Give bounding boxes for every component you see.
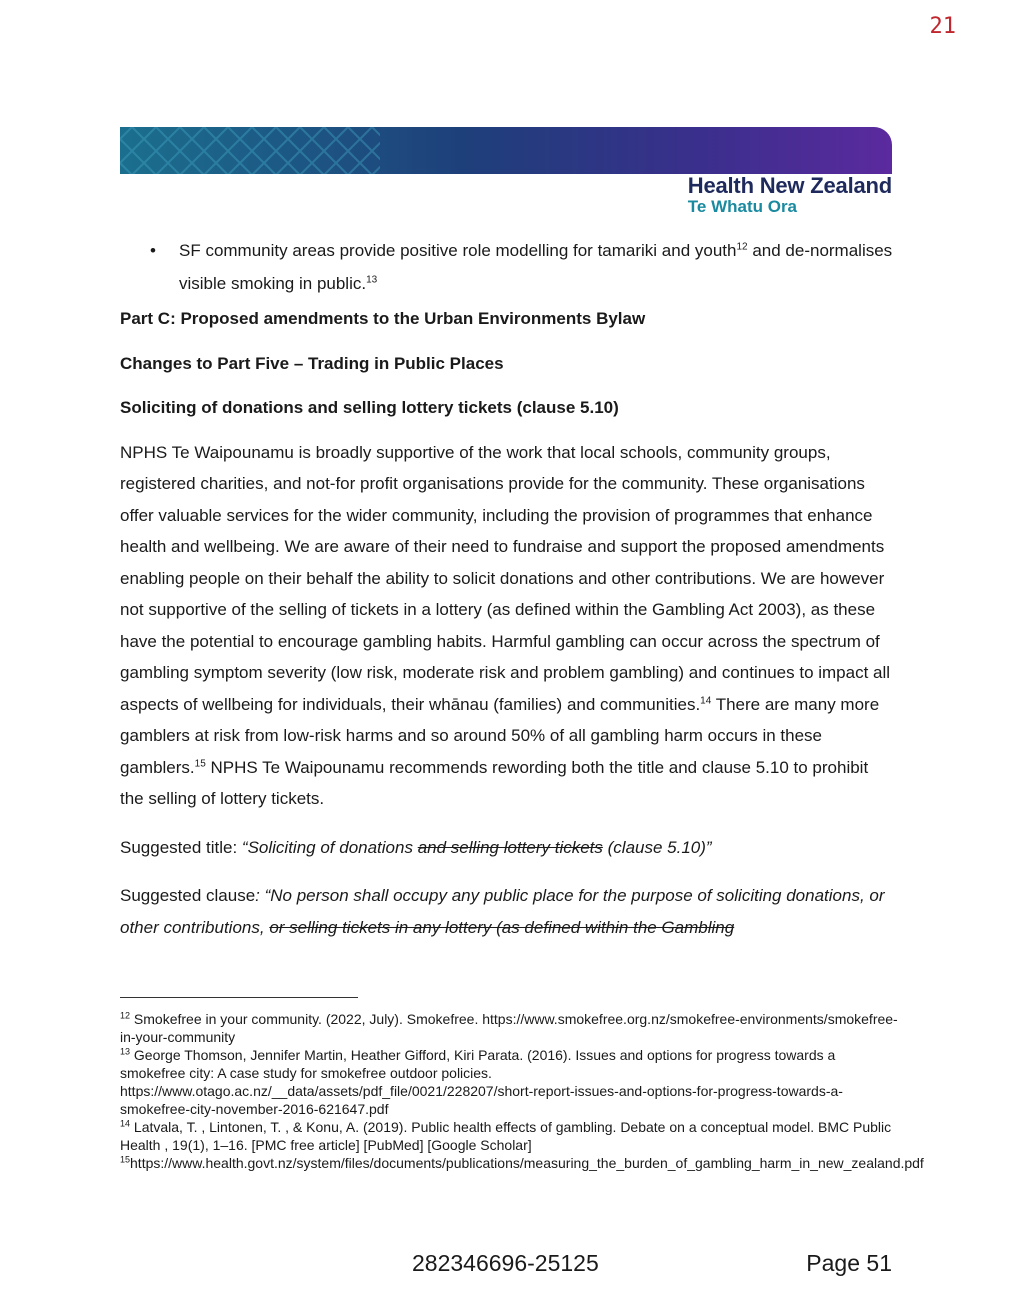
footnote-text: George Thomson, Jennifer Martin, Heather Gifford, Kiri Parata. (2016). Issues and options for progress towards a smokefree city: A case study for smokefree outdoor policies. https://www.otago.ac.nz/__data/assets/pdf_file/0021/228207/short-report-issues-and-options-for-progress-towards-a-smokefree-city-november-2016-621647.pdf: [120, 1047, 843, 1117]
footnote-number: 12: [120, 1010, 131, 1021]
footnote-ref: 14: [700, 694, 712, 706]
page-label: Page 51: [806, 1250, 892, 1276]
footnote-ref: 13: [366, 274, 378, 286]
bullet-item: [120, 234, 895, 300]
footnote-ref: 15: [194, 757, 206, 769]
struck-text: or selling tickets in any lottery (as defined within the Gambling: [269, 917, 735, 937]
paragraph-text: NPHS Te Waipounamu recommends rewording both the title and clause 5.10 to prohibit the selling of lottery tickets.: [120, 757, 869, 808]
heading-part-c: Part C: Proposed amendments to the Urban Environments Bylaw: [120, 309, 646, 328]
heading-changes: Changes to Part Five – Trading in Public Places: [120, 353, 504, 373]
footnote-ref: 12: [736, 241, 748, 253]
brand-title: Health New Zealand: [687, 173, 892, 198]
footnote-text: Smokefree in your community. (2022, July). Smokefree. https://www.smokefree.org.nz/smokefree-environments/smokefree-in-your-community: [120, 1011, 898, 1045]
footnotes: [120, 1010, 924, 1172]
suggested-title-text: “Soliciting of donations: [241, 837, 418, 857]
suggested-title-text: (clause 5.10)”: [602, 837, 712, 857]
suggested-clause-label: Suggested clause: [120, 886, 256, 905]
document-id: 282346696-25125: [412, 1250, 599, 1276]
brand-logo: [688, 173, 892, 217]
body-paragraph: [120, 437, 895, 815]
footnote-number: 15: [120, 1154, 131, 1165]
bullet-dot-icon: •: [150, 241, 156, 260]
footnote-13: [120, 1046, 900, 1118]
page-marker: 21: [929, 14, 956, 39]
suggested-title-label: Suggested title:: [120, 837, 242, 857]
footnote-15: [120, 1154, 924, 1172]
footnote-number: 14: [120, 1118, 131, 1129]
paragraph-text: There are many more gamblers at risk from low-risk harms and so around 50% of all gambling harm occurs in these gamblers.: [120, 694, 880, 777]
bullet-text: and de-normalises visible smoking in public.: [179, 241, 893, 293]
footnote-text: Latvala, T. , Lintonen, T. , & Konu, A. (2019). Public health effects of gambling. Debate on a conceptual model. BMC Public Health , 19(1), 1–16. [PMC free article] [PubMed] [Google Scholar]: [120, 1119, 892, 1153]
main-content: [120, 234, 895, 960]
heading-soliciting: Soliciting of donations and selling lottery tickets (clause 5.10): [120, 398, 619, 417]
paragraph-text: NPHS Te Waipounamu is broadly supportive of the work that local schools, community groups, registered charities, and not-for profit organisations provide for the community. These organisations offer valuable services for the wider community, including the provision of programmes that enhance health and wellbeing. We are aware of their need to fundraise and support the proposed amendments enabling people on their behalf the ability to solicit donations and other contributions. We are however not supportive of the selling of tickets in a lottery (as defined within the Gambling Act 2003), as these have the potential to encourage gambling habits. Harmful gambling can occur across the spectrum of gambling symptom severity (low risk, moderate risk and problem gambling) and continues to impact all aspects of wellbeing for individuals, their whānau (families) and communities.: [120, 442, 891, 714]
footnote-12: [120, 1010, 900, 1046]
suggested-clause: [120, 880, 895, 943]
footnote-divider: [120, 997, 358, 998]
header-banner: [120, 127, 892, 174]
struck-text: and selling lottery tickets: [417, 837, 603, 857]
suggested-clause-text: : “No person shall occupy any public place for the purpose of soliciting donations, or other contributions,: [120, 886, 885, 937]
footnote-number: 13: [120, 1046, 131, 1057]
footnote-14: [120, 1118, 900, 1154]
footnote-text: https://www.health.govt.nz/system/files/documents/publications/measuring_the_burden_of_gambling_harm_in_new_zealand.pdf: [130, 1155, 924, 1171]
brand-subtitle: Te Whatu Ora: [687, 197, 798, 216]
bullet-text: SF community areas provide positive role modelling for tamariki and youth: [179, 241, 737, 260]
suggested-title: [120, 832, 895, 864]
